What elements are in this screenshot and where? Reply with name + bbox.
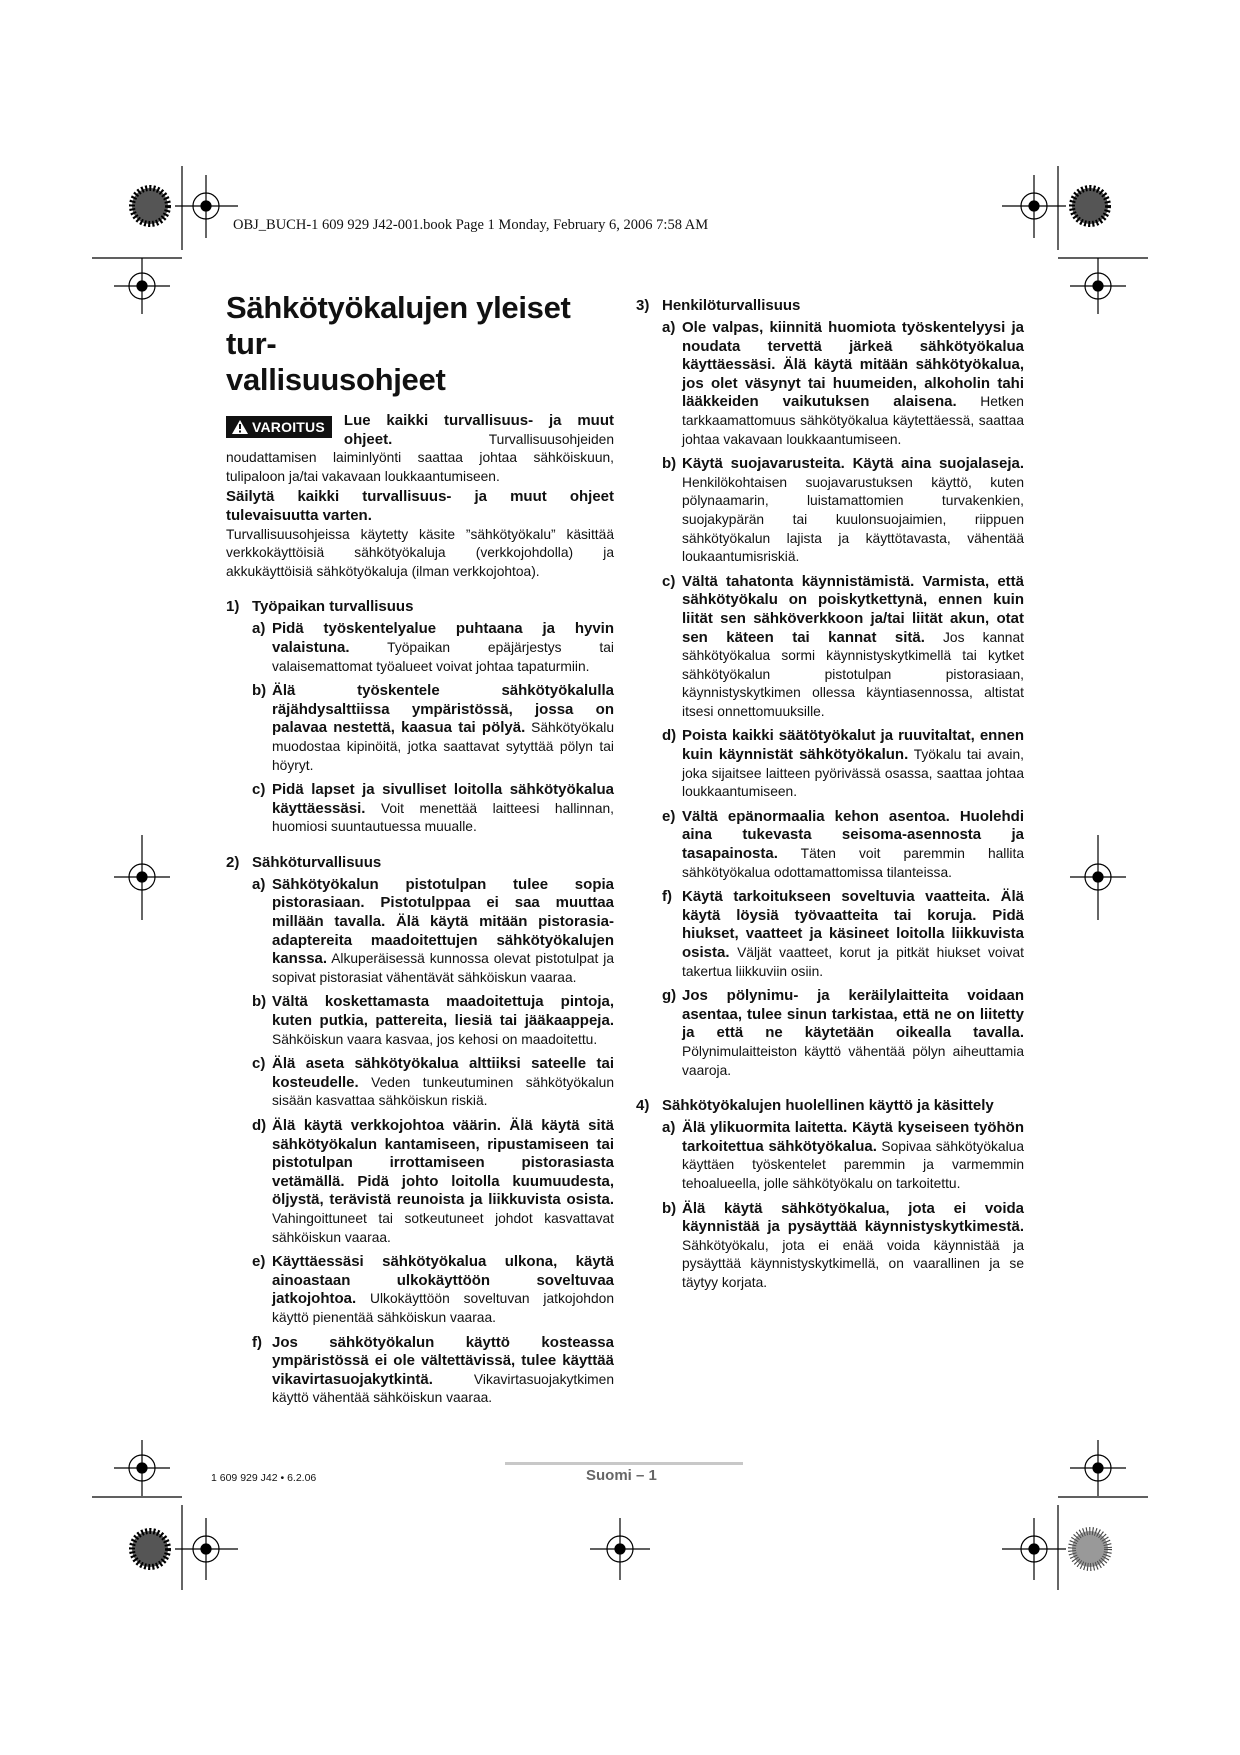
- page-title: [226, 290, 614, 398]
- section-title: [226, 853, 614, 872]
- document-code: 1 609 929 J42 • 6.2.06: [211, 1472, 317, 1484]
- list-item: [226, 1117, 614, 1247]
- item-label: a): [662, 1119, 676, 1137]
- item-text: [682, 455, 1024, 567]
- item-body: Henkilökohtaisen suojavarustuksen käyttö, kuten pölynaamarin, luistamattomien turvakenkien, suojakypärän tai kuulonsuojaimien, riippuen sähkötyökalun lajista ja käyttötavasta, vähentää loukaantumisriskiä.: [682, 474, 1024, 565]
- item-bold: Käytä tarkoitukseen soveltuvia vaatteita. Älä käytä löysiä työvaatteita tai koruja. Pidä hiukset, vaatteet ja käsineet loitolla liikkuvista osista.: [682, 888, 1024, 961]
- item-text: [272, 1253, 614, 1327]
- item-body: Täten voit paremmin hallita sähkötyökalua odottamattomissa tilanteissa.: [682, 846, 1024, 880]
- item-body: Työpaikan epäjärjestys tai valaisemattomat työalueet voivat johtaa tapaturmiin.: [272, 639, 614, 674]
- list-item: [226, 781, 614, 837]
- item-label: b): [662, 455, 677, 473]
- item-label: e): [662, 807, 676, 825]
- list-item: [636, 808, 1024, 882]
- item-label: b): [252, 993, 267, 1011]
- item-label: d): [662, 727, 677, 745]
- item-text: [682, 727, 1024, 801]
- section-heading: Sähköturvallisuus: [252, 853, 382, 871]
- section-heading: Työpaikan turvallisuus: [252, 598, 414, 616]
- list-item: [226, 1055, 614, 1111]
- list-item: [636, 573, 1024, 722]
- item-bold: Pidä lapset ja sivulliset loitolla sähkötyökalua käyttäessäsi.: [272, 781, 614, 817]
- list-item: [636, 987, 1024, 1080]
- section-heading: Henkilöturvallisuus: [662, 297, 801, 314]
- item-text: [682, 1119, 1024, 1193]
- item-label: d): [252, 1117, 267, 1134]
- section-4: [636, 1096, 1024, 1292]
- item-bold: Ole valpas, kiinnitä huomiota työskentelyysi ja noudata tervettä järkeä sähkötyökalua käyttäessäsi. Älä käytä mitään sähkötyökalua, jos olet väsynyt tai huumeiden, alkoholin tahi lääkkeiden vaikutuksen alaisena.: [682, 319, 1024, 411]
- section-title: [636, 1096, 1024, 1115]
- item-text: [682, 987, 1024, 1080]
- print-header: OBJ_BUCH-1 609 929 J42-001.book Page 1 Monday, February 6, 2006 7:58 AM: [233, 217, 709, 233]
- item-body: Työkalu tai avain, joka sijaitsee laitteen pyörivässä osassa, saattaa johtaa loukkaantumiseen.: [682, 747, 1025, 800]
- item-body: Voit menettää laitteesi hallinnan, huomiosi suuntautuessa muualle.: [272, 800, 614, 835]
- item-text: [682, 319, 1024, 449]
- item-body: Sopivaa sähkötyökalua käyttäen työskentelet paremmin ja varmemmin tehoalueella, jolle sähkötyökalu on tarkoitettu.: [682, 1138, 1024, 1191]
- section-heading: Sähkötyökalujen huolellinen käyttö ja käsittely: [662, 1097, 994, 1115]
- list-item: [226, 620, 614, 676]
- item-text: [682, 573, 1024, 722]
- item-label: f): [252, 1333, 262, 1351]
- item-bold: Jos sähkötyökalun käyttö kosteassa ympäristössä ei ole vältettävissä, tulee käyttää vikavirtasuojakytkintä.: [272, 1333, 614, 1388]
- item-bold: Käyttäessäsi sähkötyökalua ulkona, käytä ainoastaan ulkokäyttöön soveltuvaa jatkojohtoa.: [272, 1253, 614, 1308]
- item-label: b): [662, 1199, 677, 1217]
- right-column: [636, 296, 1024, 1299]
- item-body: Vikavirtasuojakytkimen käyttö vähentää sähköiskun vaaraa.: [272, 1371, 614, 1406]
- footer-divider: [505, 1462, 743, 1465]
- list-item: [636, 1119, 1024, 1193]
- item-bold: Älä käytä verkkojohtoa väärin. Älä käytä sitä sähkötyökalun kantamiseen, ripustamiseen tai pistotulpan irrottamiseen pistorasiasta vetämällä. Pidä johto loitolla kuumuudesta, öljystä, terävistä reunoista ja liikkuvista osista.: [272, 1117, 614, 1209]
- title-line-2: vallisuusohjeet: [226, 362, 446, 397]
- section-number: 2): [226, 853, 240, 871]
- list-item: [226, 682, 614, 775]
- item-body: Sähköiskun vaara kasvaa, jos kehosi on maadoitettu.: [272, 1031, 598, 1047]
- list-item: [226, 1334, 614, 1408]
- item-bold: Vältä epänormaalia kehon asentoa. Huolehdi aina tukevasta seisoma-asennosta ja tasapainosta.: [682, 807, 1024, 863]
- item-bold: Käytä suojavarusteita. Käytä aina suojalaseja.: [682, 455, 1024, 473]
- item-text: [272, 993, 614, 1049]
- item-bold: Jos pölynimu- ja keräilylaitteita voidaan asentaa, tulee sinun tarkistaa, että ne on liitetty ja että ne käytetään oikealla tavalla.: [682, 987, 1024, 1042]
- item-body: Jos kannat sähkötyökalua sormi käynnistyskytkimellä tai kytket sähkötyökalun pistotulpan pistorasiaan, käynnistyskytkimen ollessa käyntiasennossa, altistat itsesi onnettomuuksille.: [682, 629, 1024, 719]
- item-bold: Älä käytä sähkötyökalua, jota ei voida käynnistää ja pysäyttää käynnistyskytkimestä.: [682, 1199, 1024, 1236]
- item-label: a): [662, 319, 676, 336]
- item-text: [272, 682, 614, 775]
- list-item: [636, 888, 1024, 981]
- item-bold: Älä ylikuormita laitetta. Käytä kyseiseen työhön tarkoitettua sähkötyökalua.: [682, 1119, 1024, 1155]
- item-bold: Vältä tahatonta käynnistämistä. Varmista, että sähkötyökalu on poiskytkettynä, ennen kuin liität sen sähköverkkoon ja/tai liität akun, otat sen käteen tai kannat sitä.: [682, 572, 1024, 646]
- item-text: [682, 808, 1024, 882]
- warning-block: [226, 412, 614, 486]
- item-body: Sähkötyökalu, jota ei enää voida käynnistää ja pysäyttää käynnistyskytkimellä, on vaarallinen ja se täytyy korjata.: [682, 1237, 1024, 1290]
- section-title: [226, 597, 614, 616]
- item-body: Sähkötyökalu muodostaa kipinöitä, jotka saattavat sytyttää pölyn tai höyryt.: [272, 720, 615, 773]
- list-item: [636, 1200, 1024, 1293]
- item-label: c): [252, 1055, 266, 1073]
- page-number: Suomi – 1: [586, 1467, 657, 1484]
- item-text: [272, 1117, 614, 1247]
- section-3: [636, 296, 1024, 1080]
- item-bold: Älä aseta sähkötyökalua alttiiksi sateelle tai kosteudelle.: [272, 1055, 614, 1091]
- list-item: [226, 993, 614, 1049]
- item-label: c): [662, 572, 676, 590]
- section-2: [226, 853, 614, 1408]
- warning-badge-label: VAROITUS: [252, 419, 325, 435]
- item-label: e): [252, 1253, 266, 1271]
- title-line-1: Sähkötyökalujen yleiset tur-: [226, 290, 571, 361]
- item-label: c): [252, 781, 266, 799]
- item-text: [272, 1334, 614, 1408]
- item-body: Hetken tarkkaamattomuus sähkötyökalua käytettäessä, saattaa johtaa vakavaan loukkaantumiseen.: [682, 394, 1024, 447]
- list-item: [636, 319, 1024, 449]
- item-body: Väljät vaatteet, korut ja pitkät hiukset voivat takertua liikkuviin osiin.: [682, 945, 1024, 979]
- left-column: [226, 290, 614, 1414]
- warning-body: Turvallisuusohjeiden noudattamisen laiminlyönti saattaa johtaa sähköiskuun, tulipaloon ja/tai vakavaan loukkaantumiseen.: [226, 431, 614, 484]
- list-item: [226, 1253, 614, 1327]
- item-label: f): [662, 888, 672, 906]
- item-label: a): [252, 620, 266, 638]
- keep-instructions: Säilytä kaikki turvallisuus- ja muut ohjeet tulevaisuutta varten.: [226, 488, 614, 524]
- item-text: [272, 781, 614, 837]
- item-bold: Poista kaikki säätötyökalut ja ruuvitaltat, ennen kuin käynnistät sähkötyökalun.: [682, 727, 1024, 764]
- section-number: 4): [636, 1097, 650, 1115]
- item-text: [272, 1055, 614, 1111]
- item-text: [272, 620, 614, 676]
- item-bold: Älä työskentele sähkötyökalulla räjähdysalttiissa ympäristössä, jossa on palavaa nestettä, kaasua tai pölyä.: [272, 682, 614, 737]
- item-body: Veden tunkeutuminen sähkötyökalun sisään kasvattaa sähköiskun riskiä.: [272, 1074, 614, 1109]
- warning-badge: [226, 416, 332, 438]
- section-number: 3): [636, 297, 650, 314]
- warning-triangle-icon: [232, 420, 248, 434]
- item-body: Ulkokäyttöön soveltuvan jatkojohdon käyttö pienentää sähköiskun vaaraa.: [272, 1291, 614, 1325]
- item-bold: Vältä koskettamasta maadoitettuja pintoja, kuten putkia, pattereita, liesiä tai jääkaappeja.: [272, 993, 614, 1030]
- item-body: Alkuperäisessä kunnossa olevat pistotulpat ja sopivat pistorasiat vähentävät sähköiskun vaaraa.: [272, 951, 614, 985]
- item-text: [682, 888, 1024, 981]
- item-label: b): [252, 682, 267, 700]
- item-bold: Sähkötyökalun pistotulpan tulee sopia pistorasiaan. Pistotulppaa ei saa muuttaa millään tavalla. Älä käytä mitään pistorasia-adaptereita maadoitettujen sähkötyökalujen kanssa.: [272, 875, 614, 968]
- section-title: [636, 296, 1024, 315]
- definition-text: Turvallisuusohjeissa käytetty käsite ”sähkötyökalu” käsittää verkkokäyttöisiä sähkötyökaluja (verkkojohdolla) ja akkukäyttöisiä sähkötyökaluja (ilman verkkojohtoa).: [226, 526, 614, 579]
- item-label: g): [662, 987, 677, 1005]
- item-body: Vahingoittuneet tai sotkeutuneet johdot kasvattavat sähköiskun vaaraa.: [272, 1210, 614, 1245]
- item-body: Pölynimulaitteiston käyttö vähentää pölyn aiheuttamia vaaroja.: [682, 1043, 1024, 1078]
- list-item: [636, 727, 1024, 801]
- section-1: [226, 597, 614, 837]
- item-label: a): [252, 875, 266, 893]
- list-item: [226, 876, 614, 988]
- item-text: [272, 876, 614, 988]
- item-bold: Pidä työskentelyalue puhtaana ja hyvin valaistuna.: [272, 620, 614, 656]
- item-text: [682, 1200, 1024, 1293]
- warning-bold: Lue kaikki turvallisuus- ja muut ohjeet.: [343, 412, 614, 448]
- section-number: 1): [226, 598, 240, 616]
- list-item: [636, 455, 1024, 567]
